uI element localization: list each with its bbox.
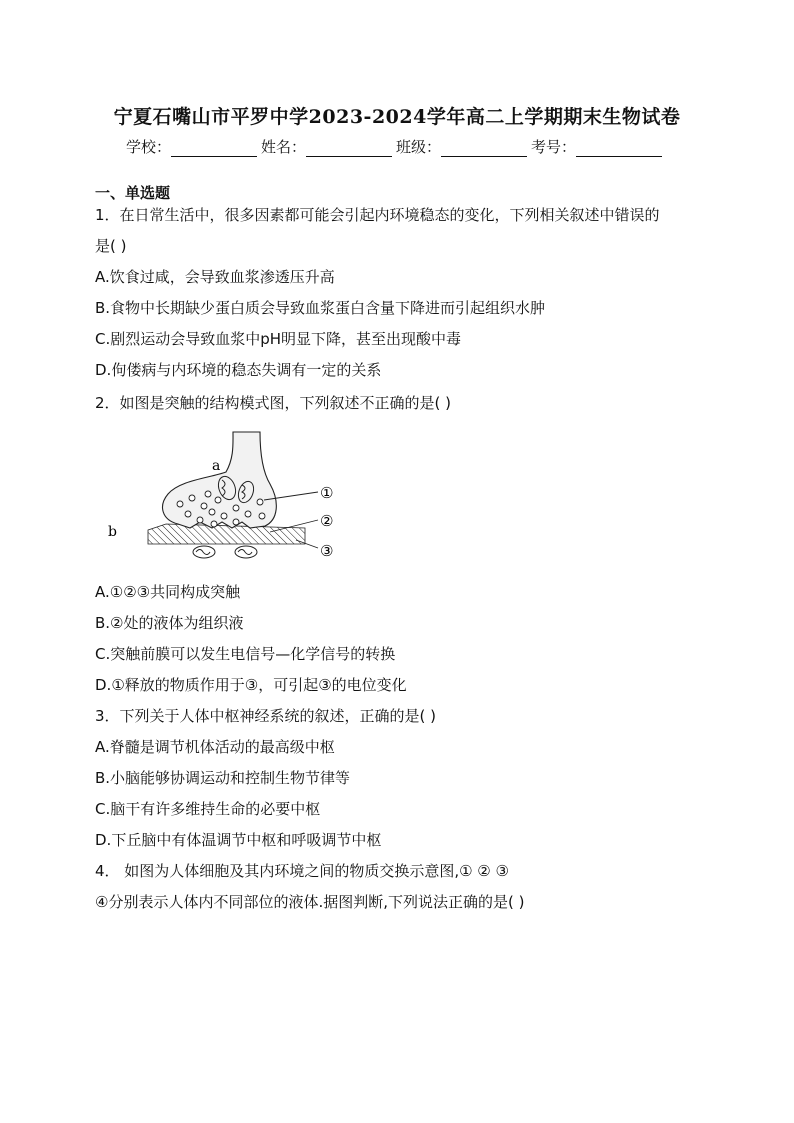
q2-option-d: D.①释放的物质作用于③，可引起③的电位变化 — [95, 676, 407, 694]
postsynaptic-membrane — [148, 524, 305, 544]
q1-option-a: A.饮食过咸，会导致血浆渗透压升高 — [95, 268, 335, 286]
q3-option-b: B.小脑能够协调运动和控制生物节律等 — [95, 769, 351, 787]
page-title: 宁夏石嘴山市平罗中学2023-2024学年高二上学期期末生物试卷 — [113, 106, 681, 128]
label-a: a — [212, 458, 221, 474]
student-info-row — [126, 136, 670, 157]
label-1: ① — [320, 484, 334, 502]
q3-option-d: D.下丘脑中有体温调节中枢和呼吸调节中枢 — [95, 831, 382, 849]
q1-stem-line2: 是( ) — [95, 237, 127, 255]
q2-stem: 2．如图是突触的结构模式图，下列叙述不正确的是( ) — [95, 394, 452, 412]
q2-option-b: B.②处的液体为组织液 — [95, 614, 244, 632]
label-3: ③ — [320, 542, 334, 560]
q1-option-d: D.佝偻病与内环境的稳态失调有一定的关系 — [95, 361, 382, 379]
name-field[interactable] — [306, 139, 392, 157]
label-b: b — [108, 524, 117, 540]
q1-stem-line1: 1．在日常生活中，很多因素都可能会引起内环境稳态的变化，下列相关叙述中错误的 — [95, 206, 660, 224]
q4-stem-line1: 4． 如图为人体细胞及其内环境之间的物质交换示意图,① ② ③ — [95, 862, 509, 880]
q2-option-a: A.①②③共同构成突触 — [95, 583, 241, 601]
number-label: 考号： — [531, 138, 577, 156]
section-heading: 一、单选题 — [95, 184, 171, 202]
q1-option-b: B.食物中长期缺少蛋白质会导致血浆蛋白含量下降进而引起组织水肿 — [95, 299, 546, 317]
mitochondrion-icon — [193, 546, 215, 558]
q4-stem-line2: ④分别表示人体内不同部位的液体.据图判断,下列说法正确的是( ) — [95, 893, 525, 911]
class-field[interactable] — [441, 139, 527, 157]
q3-option-c: C.脑干有许多维持生命的必要中枢 — [95, 800, 321, 818]
school-field[interactable] — [171, 139, 257, 157]
q2-option-c: C.突触前膜可以发生电信号—化学信号的转换 — [95, 645, 396, 663]
synapse-diagram — [100, 428, 350, 568]
q1-option-c: C.剧烈运动会导致血浆中pH明显下降，甚至出现酸中毒 — [95, 330, 462, 348]
q3-stem: 3．下列关于人体中枢神经系统的叙述，正确的是( ) — [95, 707, 437, 725]
name-label: 姓名： — [261, 138, 307, 156]
q3-option-a: A.脊髓是调节机体活动的最高级中枢 — [95, 738, 335, 756]
mitochondrion-icon — [235, 546, 257, 558]
school-label: 学校： — [126, 138, 172, 156]
number-field[interactable] — [576, 139, 662, 157]
class-label: 班级： — [396, 138, 442, 156]
label-2: ② — [320, 512, 334, 530]
